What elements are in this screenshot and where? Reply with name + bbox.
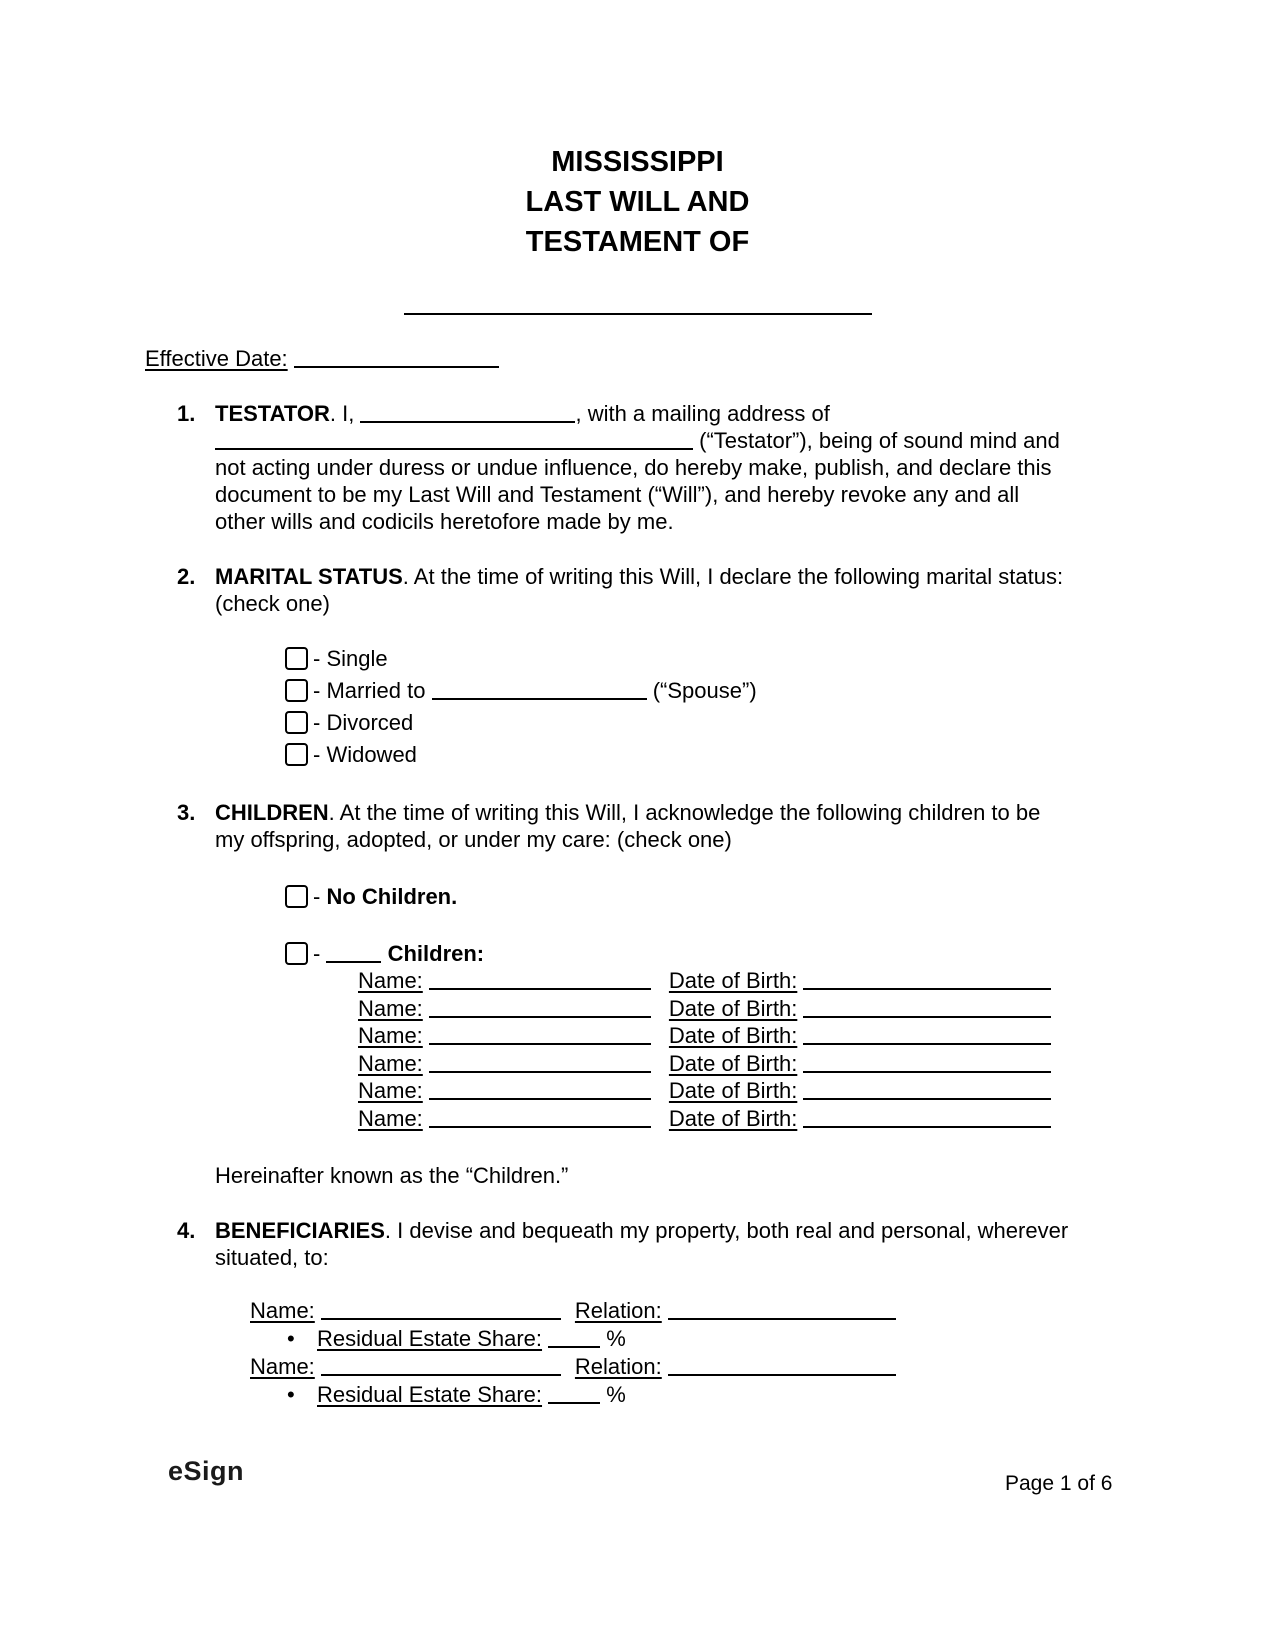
beneficiary-name-blank[interactable]: [321, 1356, 561, 1376]
child-name-blank[interactable]: [429, 1080, 651, 1100]
percent-sign: %: [606, 1382, 626, 1407]
child-name-label: Name:: [358, 1023, 423, 1048]
child-dob-blank[interactable]: [803, 998, 1051, 1018]
child-row-6: [358, 1105, 1075, 1133]
checkbox-widowed[interactable]: [285, 743, 308, 766]
checkbox-married[interactable]: [285, 679, 308, 702]
children-heading: CHILDREN: [215, 800, 329, 825]
child-row-1: [358, 967, 1075, 995]
no-children-option: [285, 883, 1075, 910]
marital-options-list: [285, 643, 1075, 771]
beneficiary-share-row-1: [287, 1325, 1075, 1353]
children-count-dash: -: [313, 941, 321, 966]
child-name-blank[interactable]: [429, 1108, 651, 1128]
beneficiaries-heading: BENEFICIARIES: [215, 1218, 385, 1243]
child-name-label: Name:: [358, 968, 423, 993]
checkbox-no-children[interactable]: [285, 885, 308, 908]
children-body-text: . At the time of writing this Will, I acknowledge the following children to be my offspring, adopted, or under my care: (check one): [215, 800, 1041, 852]
child-name-label: Name:: [358, 995, 423, 1021]
checkbox-divorced[interactable]: [285, 711, 308, 734]
beneficiary-relation-blank[interactable]: [668, 1356, 896, 1376]
divorced-label: - Divorced: [313, 710, 414, 735]
beneficiary-name-label: Name:: [250, 1298, 315, 1323]
beneficiaries-body-text: . I devise and bequeath my property, both real and personal, wherever situated, to:: [215, 1218, 1069, 1270]
testator-name-blank[interactable]: [360, 403, 575, 423]
checkbox-single[interactable]: [285, 647, 308, 670]
beneficiary-relation-blank[interactable]: [668, 1300, 896, 1320]
section-beneficiaries: [177, 1217, 1075, 1409]
marital-option-divorced: [285, 707, 1075, 739]
testator-text-1: . I,: [329, 401, 355, 426]
testator-text-2: , with a mailing address of: [575, 401, 830, 426]
child-row-2: [358, 995, 1075, 1023]
child-row-3: [358, 1022, 1075, 1050]
child-dob-label: Date of Birth:: [668, 1023, 798, 1048]
marital-heading: MARITAL STATUS: [215, 564, 403, 589]
marital-option-married: [285, 675, 1075, 707]
marital-option-single: [285, 643, 1075, 675]
child-dob-label: Date of Birth:: [668, 1078, 798, 1103]
children-paragraph: [215, 799, 1075, 853]
residual-share-blank[interactable]: [548, 1328, 600, 1348]
child-dob-blank[interactable]: [803, 970, 1051, 990]
percent-sign: %: [606, 1326, 626, 1351]
effective-date-row: [145, 345, 1275, 372]
child-dob-label: Date of Birth:: [668, 1105, 798, 1131]
child-dob-blank[interactable]: [803, 1053, 1051, 1073]
testator-paragraph: [215, 400, 1075, 535]
children-count-label: Children:: [387, 941, 485, 966]
effective-date-blank[interactable]: [294, 348, 499, 368]
child-name-blank[interactable]: [429, 1025, 651, 1045]
beneficiary-row-2: [250, 1353, 1075, 1381]
children-table: [215, 967, 1075, 1132]
spouse-name-blank[interactable]: [432, 680, 647, 700]
bullet-icon: •: [287, 1382, 295, 1407]
bullet-icon: •: [287, 1326, 295, 1351]
testator-text-3: (“Testator”), being of sound mind and not acting under duress or undue influence, do hereby make, publish, and declare this document to be my Last Will and Testament (“Will”), and hereby revoke any and all other wills and codicils heretofore made by me.: [215, 428, 1060, 534]
residual-share-label: Residual Estate Share:: [317, 1326, 543, 1351]
child-name-blank[interactable]: [429, 998, 651, 1018]
child-dob-label: Date of Birth:: [668, 995, 798, 1021]
section-children-number: 3.: [177, 800, 196, 825]
marital-option-widowed: [285, 739, 1075, 771]
section-marital-number: 2.: [177, 564, 196, 589]
spouse-suffix-label: (“Spouse”): [652, 678, 757, 703]
children-count-option: [285, 940, 1075, 967]
document-body: [177, 400, 1075, 1409]
marital-paragraph: [215, 563, 1075, 617]
residual-share-blank[interactable]: [548, 1384, 600, 1404]
section-testator: [177, 400, 1075, 535]
section-beneficiaries-number: 4.: [177, 1218, 196, 1243]
child-name-label: Name:: [358, 1105, 423, 1131]
children-hereinafter-text: Hereinafter known as the “Children.”: [215, 1163, 569, 1188]
child-dob-blank[interactable]: [803, 1080, 1051, 1100]
child-row-4: [358, 1050, 1075, 1078]
page-indicator: Page 1 of 6: [1005, 1472, 1113, 1495]
title-line-3: TESTAMENT OF: [525, 226, 750, 258]
no-children-dash: -: [313, 884, 321, 909]
child-dob-blank[interactable]: [803, 1025, 1051, 1045]
document-title: [0, 0, 1275, 262]
title-line-2: LAST WILL AND: [525, 186, 750, 218]
marital-body-text: . At the time of writing this Will, I declare the following marital status: (check one): [215, 564, 1064, 616]
effective-date-label: Effective Date:: [145, 346, 288, 371]
testator-heading: TESTATOR: [215, 401, 330, 426]
beneficiary-row-1: [250, 1297, 1075, 1325]
section-testator-number: 1.: [177, 401, 196, 426]
beneficiaries-paragraph: [215, 1217, 1075, 1271]
child-name-blank[interactable]: [429, 1053, 651, 1073]
child-row-5: [358, 1077, 1075, 1105]
child-dob-blank[interactable]: [803, 1108, 1051, 1128]
beneficiary-relation-label: Relation:: [574, 1354, 662, 1379]
single-label: - Single: [313, 646, 388, 671]
title-line-1: MISSISSIPPI: [551, 146, 724, 178]
children-count-blank[interactable]: [326, 943, 381, 963]
child-name-blank[interactable]: [429, 970, 651, 990]
child-dob-label: Date of Birth:: [668, 1050, 798, 1076]
beneficiary-share-row-2: [287, 1381, 1075, 1409]
beneficiary-name-label: Name:: [250, 1354, 315, 1379]
no-children-label: No Children.: [326, 884, 458, 909]
testator-name-title-blank[interactable]: [404, 295, 872, 315]
widowed-label: - Widowed: [313, 742, 417, 767]
section-children: [177, 799, 1075, 1189]
section-marital-status: [177, 563, 1075, 771]
testator-name-title-row: [0, 292, 1275, 319]
child-name-label: Name:: [358, 1050, 423, 1076]
testator-address-blank[interactable]: [215, 430, 693, 450]
checkbox-has-children[interactable]: [285, 942, 308, 965]
child-name-label: Name:: [358, 1078, 423, 1103]
child-dob-label: Date of Birth:: [668, 968, 798, 993]
beneficiary-name-blank[interactable]: [321, 1300, 561, 1320]
esign-logo: eSign: [168, 1456, 245, 1486]
residual-share-label: Residual Estate Share:: [317, 1382, 543, 1407]
married-label: - Married to: [313, 678, 426, 703]
beneficiary-relation-label: Relation:: [574, 1298, 662, 1323]
